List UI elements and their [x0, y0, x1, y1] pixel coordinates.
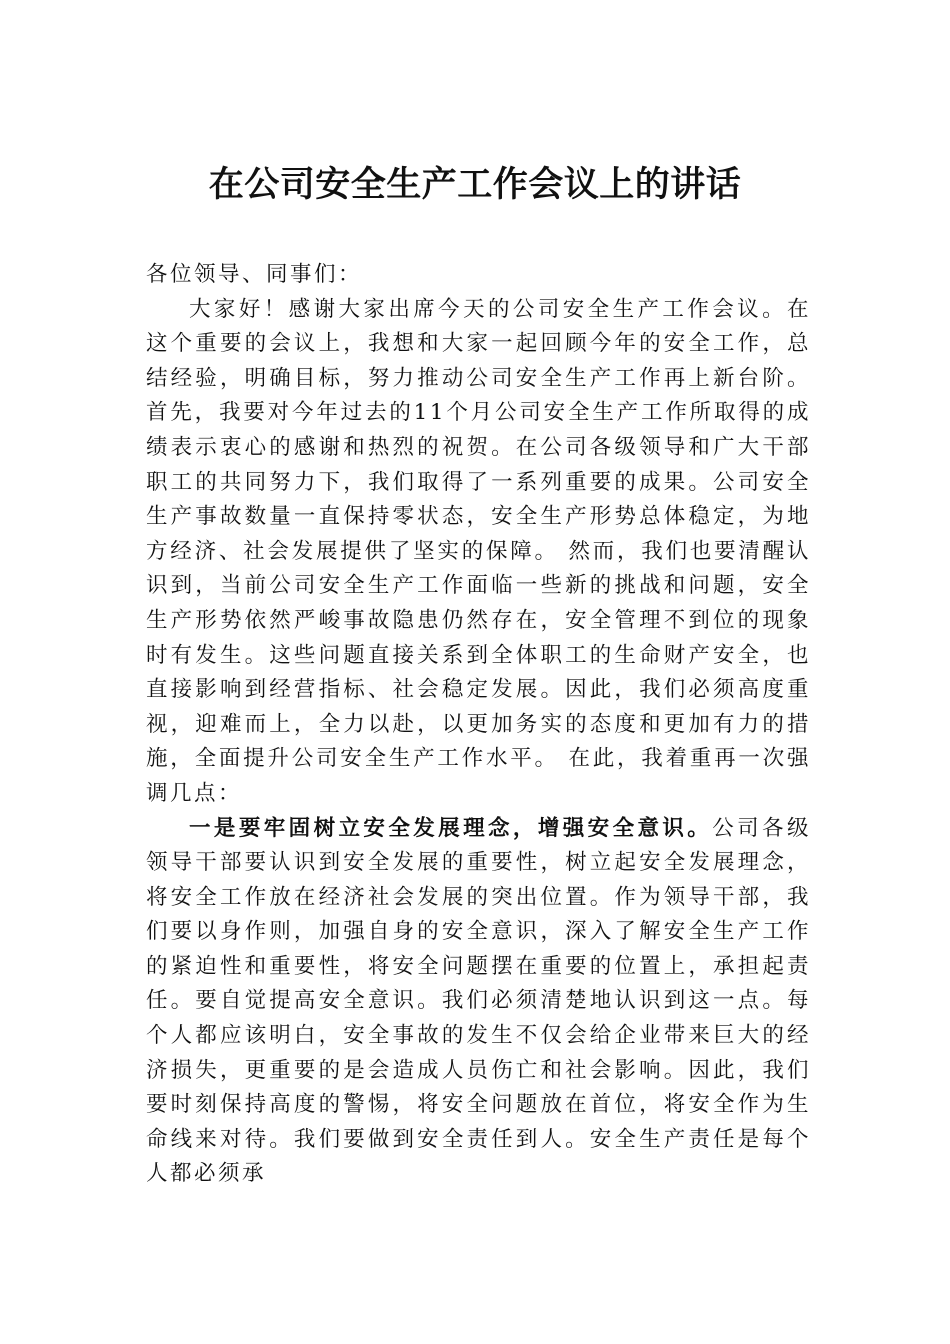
paragraph-opening: 大家好！感谢大家出席今天的公司安全生产工作会议。在这个重要的会议上，我想和大家一起回顾今年的安全工作，总结经验，明确目标，努力推动公司安全生产工作再上新台阶。 首先，我要对今年过去的11个月公司安全生产工作所取得的成绩表示衷心的感谢和热烈的祝贺。在公司各级领导和广大干部职工的共同努力下，我们取得了一系列重要的成果。公司安全生产事故数量一直保持零状态，安全生产形势总体稳定，为地方经济、社会发展提供了坚实的保障。 然而，我们也要清醒认识到，当前公司安全生产工作面临一些新的挑战和问题，安全生产形势依然严峻事故隐患仍然存在，安全管理不到位的现象时有发生。这些问题直接关系到全体职工的生命财产安全，也直接影响到经营指标、社会稳定发展。因此，我们必须高度重视，迎难而上，全力以赴，以更加务实的态度和更加有力的措施，全面提升公司安全生产工作水平。 在此，我着重再一次强调几点： [146, 296, 811, 806]
document-body [146, 258, 811, 1192]
point-one-heading: 一是要牢固树立安全发展理念，增强安全意识。 [189, 815, 713, 841]
salutation: 各位领导、同事们： [146, 262, 363, 287]
document-title: 在公司安全生产工作会议上的讲话 [208, 164, 742, 205]
point-one-body: 公司各级领导干部要认识到安全发展的重要性，树立起安全发展理念，将安全工作放在经济社会发展的突出位置。作为领导干部，我们要以身作则，加强自身的安全意识，深入了解安全生产工作的紧迫性和重要性，将安全问题摆在重要的位置上，承担起责任。要自觉提高安全意识。我们必须清楚地认识到这一点。每个人都应该明白，安全事故的发生不仅会给企业带来巨大的经济损失，更重要的是会造成人员伤亡和社会影响。因此，我们要时刻保持高度的警惕，将安全问题放在首位，将安全作为生命线来对待。我们要做到安全责任到人。安全生产责任是每个人都必须承 [146, 815, 811, 1187]
paragraph-point-one [146, 812, 811, 1193]
